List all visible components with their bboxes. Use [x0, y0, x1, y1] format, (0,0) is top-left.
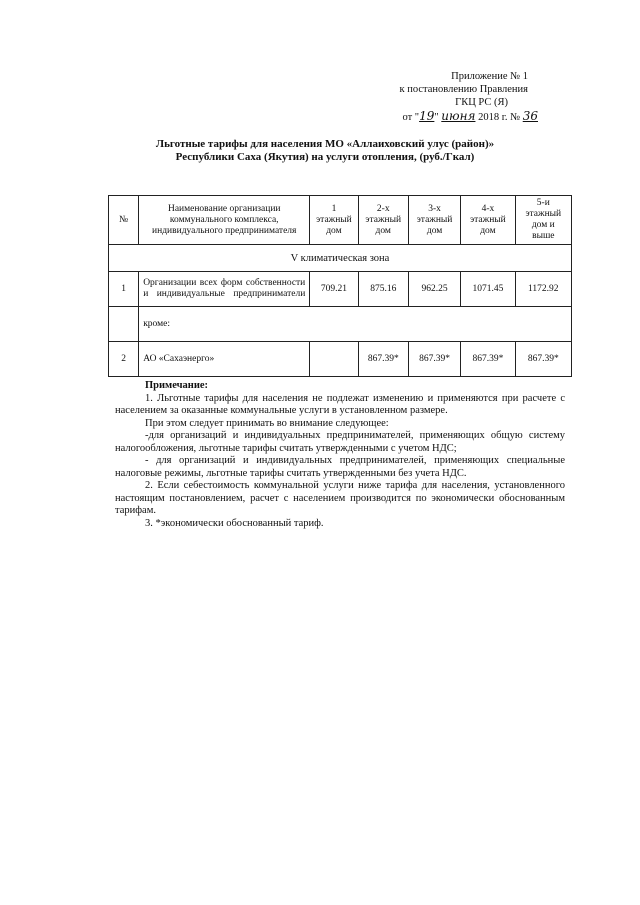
climate-zone-label: V климатическая зона — [109, 245, 572, 272]
title-line-1: Льготные тарифы для населения МО «Аллаиховский улус (район)» — [155, 138, 495, 150]
doc-number: 36 — [522, 109, 538, 123]
header-cell: Наименование организации коммунального комплекса, индивидуального предпринимателя — [139, 196, 310, 245]
tariff-cell: 1071.45 — [461, 272, 515, 307]
note-5: 2. Если себестоимость коммунальной услуги ниже тарифа для населения, установленного настоящим постановлением, расчет с населением производится по экономически обоснованным тарифам. — [115, 480, 565, 516]
notes-heading: Примечание: — [145, 380, 209, 391]
agency-name: ГКЦ РС (Я) — [455, 97, 508, 108]
row-number: 2 — [109, 342, 139, 377]
tariff-cell: 867.39* — [461, 342, 515, 377]
tariff-cell — [310, 342, 358, 377]
tariff-cell: 875.16 — [358, 272, 408, 307]
resolution-ref: к постановлению Правления — [399, 84, 528, 95]
table-row — [109, 342, 572, 377]
header-cell: 1 этажный дом — [310, 196, 358, 245]
row-number — [109, 307, 139, 342]
note-3: -для организаций и индивидуальных предпринимателей, применяющих общую систему налогообложения, льготные тарифы считать утвержденными с учетом НДС; — [115, 430, 565, 454]
date-day: 19 — [419, 109, 435, 123]
tariff-cell: 709.21 — [310, 272, 358, 307]
except-label: кроме: — [139, 307, 572, 342]
note-4: - для организаций и индивидуальных предпринимателей, применяющих специальные налоговые режимы, льготные тарифы считать утвержденными без учета НДС. — [115, 455, 565, 479]
tariff-cell: 867.39* — [515, 342, 571, 377]
header-cell: 5-и этажный дом и выше — [515, 196, 571, 245]
tariff-cell: 962.25 — [408, 272, 460, 307]
title-line-2: Республики Саха (Якутия) на услуги отопления, (руб./Гкал) — [175, 151, 475, 163]
header-cell: 4-х этажный дом — [461, 196, 515, 245]
table-header-row — [109, 196, 572, 245]
tariff-cell: 867.39* — [358, 342, 408, 377]
org-name: Организации всех форм собственности и индивидуальные предприниматели — [139, 272, 310, 307]
note-1: 1. Льготные тарифы для населения не подлежат изменению и применяются при расчете с населением за оказанные коммунальные услуги в установленном размере. — [115, 392, 565, 416]
header-cell: № — [109, 196, 139, 245]
note-2: При этом следует принимать во внимание следующее: — [145, 417, 389, 429]
climate-zone-row — [109, 245, 572, 272]
table-row — [109, 307, 572, 342]
tariff-table — [108, 195, 572, 377]
date-year: 2018 г. № — [478, 112, 521, 123]
tariff-cell: 867.39* — [408, 342, 460, 377]
document-title — [150, 138, 500, 164]
header-cell: 3-х этажный дом — [408, 196, 460, 245]
document-header — [328, 70, 538, 124]
org-name: АО «Сахаэнерго» — [139, 342, 310, 377]
appendix-label: Приложение № 1 — [451, 71, 528, 82]
notes-section — [115, 380, 565, 530]
tariff-cell: 1172.92 — [515, 272, 571, 307]
header-cell: 2-х этажный дом — [358, 196, 408, 245]
date-quote: " — [434, 112, 439, 123]
table-row — [109, 272, 572, 307]
date-month: июня — [441, 109, 476, 123]
row-number: 1 — [109, 272, 139, 307]
date-prefix: от " — [402, 112, 420, 123]
note-6: 3. *экономически обоснованный тариф. — [145, 517, 324, 529]
date-line — [328, 110, 538, 124]
